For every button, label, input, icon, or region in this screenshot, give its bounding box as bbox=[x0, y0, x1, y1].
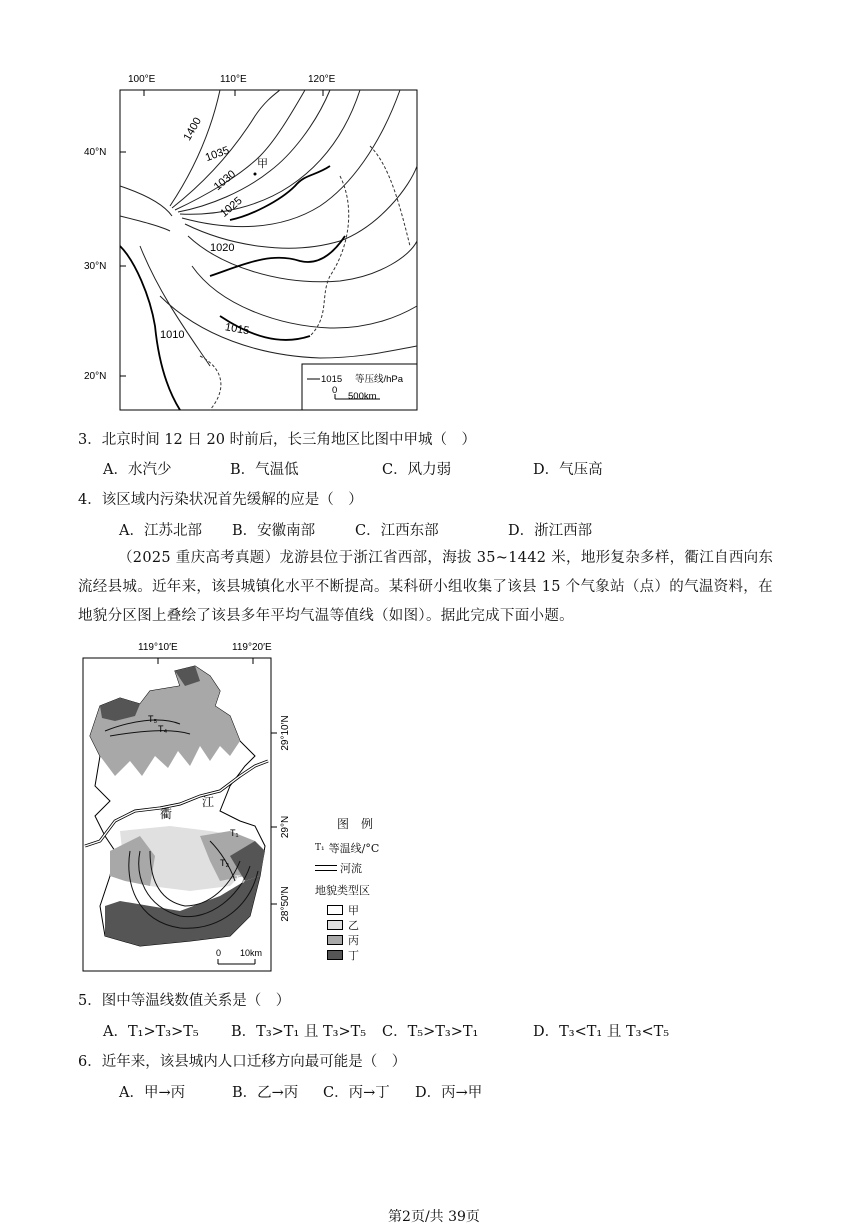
legend-isotherm-text: 等温线/°C bbox=[328, 842, 380, 855]
lat-label: 29°N bbox=[280, 815, 291, 839]
question-5-stem: 5．图中等温线数值关系是（ ） bbox=[78, 993, 291, 1009]
q5-option-a[interactable]: A．T₁>T₃>T₅ bbox=[103, 1024, 199, 1040]
scale2-text: 10km bbox=[240, 948, 263, 958]
legend-zone-bing bbox=[327, 932, 435, 947]
river-symbol-icon bbox=[315, 865, 337, 871]
lon-label: 120°E bbox=[308, 74, 336, 85]
lat-label: 29°10′N bbox=[280, 715, 291, 751]
legend-isobar-text: 等压线/hPa bbox=[355, 374, 404, 385]
lat-label: 30°N bbox=[84, 261, 107, 272]
river-char: 江 bbox=[202, 795, 215, 809]
scale2-zero: 0 bbox=[216, 948, 222, 958]
q5-option-b[interactable]: B．T₃>T₁ 且 T₃>T₅ bbox=[231, 1024, 367, 1040]
question-3-stem: 3．北京时间 12 日 20 时前后，长三角地区比图中甲城（ ） bbox=[78, 432, 477, 448]
isobar-label: 1025 bbox=[218, 194, 245, 220]
iso-label: T₄ bbox=[158, 724, 168, 734]
lat-label: 20°N bbox=[84, 371, 107, 382]
page-footer: 第2页/共 39页 bbox=[388, 1209, 480, 1225]
legend-zone-label: 丁 bbox=[348, 948, 359, 962]
q4-option-c[interactable]: C．江西东部 bbox=[355, 523, 439, 539]
legend-title: 图 例 bbox=[337, 817, 374, 831]
q4-option-a[interactable]: A．江苏北部 bbox=[119, 523, 202, 539]
isobar-label: 1400 bbox=[181, 115, 205, 143]
q3-option-d[interactable]: D．气压高 bbox=[533, 462, 603, 478]
isobar-label: 1010 bbox=[160, 329, 185, 341]
zone-swatch-icon bbox=[327, 920, 343, 930]
isobar-label: 1020 bbox=[210, 242, 235, 254]
lon-label: 100°E bbox=[128, 74, 156, 85]
q6-option-b[interactable]: B．乙→丙 bbox=[232, 1085, 299, 1101]
passage-text: （2025 重庆高考真题）龙游县位于浙江省西部，海拔 35~1442 米，地形复杂多样，衢江自西向东流经县城。近年来，该县城镇化水平不断提高。某科研小组收集了该县 15 个气象站（点）的气温资料，在地貌分区图上叠绘了该县多年平均气温等值线（如图）。据此完成下面小题。 bbox=[78, 550, 774, 624]
question-6-stem: 6．近年来，该县城内人口迁移方向最可能是（ ） bbox=[78, 1054, 407, 1070]
map2-legend bbox=[315, 815, 435, 962]
q3-option-c[interactable]: C．风力弱 bbox=[382, 462, 452, 478]
isobar-legend-box bbox=[302, 364, 417, 410]
scale-text: 500km bbox=[348, 391, 377, 402]
zone-swatch-icon bbox=[327, 950, 343, 960]
legend-zone-label: 甲 bbox=[348, 903, 359, 917]
iso-label: T₃ bbox=[235, 874, 245, 884]
isobar-label: 1015 bbox=[224, 321, 251, 338]
isobar-label: 1035 bbox=[203, 144, 231, 165]
legend-river-text: 河流 bbox=[340, 862, 362, 875]
q4-option-b[interactable]: B．安徽南部 bbox=[232, 523, 316, 539]
q3-option-b[interactable]: B．气温低 bbox=[230, 462, 299, 478]
isobar-map bbox=[80, 66, 425, 416]
legend-isotherm-symbol: T₁ bbox=[315, 843, 325, 853]
lat-label: 40°N bbox=[84, 147, 107, 158]
legend-zone-yi bbox=[327, 917, 435, 932]
q3-option-a[interactable]: A．水汽少 bbox=[103, 462, 172, 478]
legend-river-row bbox=[315, 860, 435, 876]
lat-label: 28°50′N bbox=[280, 886, 291, 922]
isobar-label: 1030 bbox=[211, 168, 239, 194]
lon-label: 119°20′E bbox=[232, 642, 272, 653]
legend-zone-ding bbox=[327, 947, 435, 962]
river-char: 衢 bbox=[160, 807, 173, 821]
zone-swatch-icon bbox=[327, 905, 343, 915]
question-4-stem: 4．该区域内污染状况首先缓解的应是（ ） bbox=[78, 492, 363, 508]
point-label-jia: 甲 bbox=[257, 158, 268, 170]
zone-swatch-icon bbox=[327, 935, 343, 945]
iso-label: T₁ bbox=[230, 828, 239, 838]
iso-label: T₅ bbox=[148, 714, 158, 724]
q6-option-a[interactable]: A．甲→丙 bbox=[119, 1085, 186, 1101]
legend-isotherm-row bbox=[315, 840, 435, 856]
legend-zone-title: 地貌类型区 bbox=[315, 884, 370, 897]
legend-zone-jia bbox=[327, 902, 435, 917]
q5-option-c[interactable]: C．T₅>T₃>T₁ bbox=[382, 1024, 479, 1040]
iso-label: T₂ bbox=[220, 858, 229, 868]
legend-zone-label: 丙 bbox=[348, 933, 359, 947]
lon-label: 119°10′E bbox=[138, 642, 178, 653]
isobar-map-svg bbox=[80, 66, 425, 416]
legend-zone-label: 乙 bbox=[348, 918, 359, 932]
q5-option-d[interactable]: D．T₃<T₁ 且 T₃<T₅ bbox=[533, 1024, 670, 1040]
legend-isobar-value: 1015 bbox=[321, 374, 343, 385]
q6-option-d[interactable]: D．丙→甲 bbox=[415, 1085, 483, 1101]
q6-option-c[interactable]: C．丙→丁 bbox=[323, 1085, 390, 1101]
scale-zero: 0 bbox=[332, 385, 338, 396]
lon-label: 110°E bbox=[220, 74, 247, 85]
q4-option-d[interactable]: D．浙江西部 bbox=[508, 523, 593, 539]
